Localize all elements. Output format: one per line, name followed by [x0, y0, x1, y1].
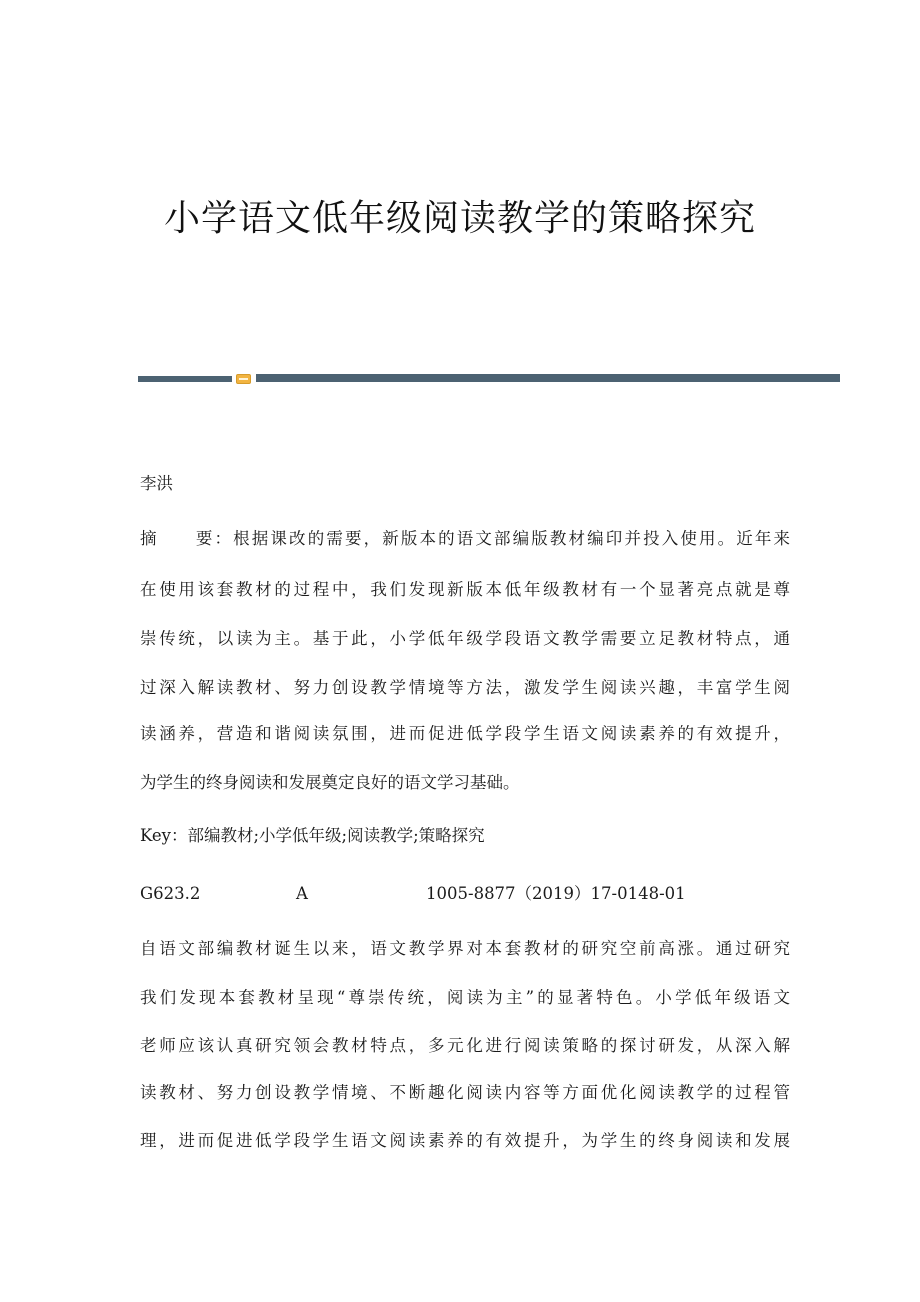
abstract-line: 为学生的终身阅读和发展奠定良好的语文学习基础。 — [140, 773, 520, 792]
document-title: 小学语文低年级阅读教学的策略探究 — [163, 198, 756, 239]
abstract-line: 摘 要：根据课改的需要，新版本的语文部编版教材编印并投入使用。近年来 — [140, 529, 790, 548]
divider-right-segment — [256, 374, 840, 382]
abstract-line: 过深入解读教材、努力创设教学情境等方法，激发学生阅读兴趣，丰富学生阅 — [140, 678, 790, 697]
abstract-line: 读涵养，营造和谐阅读氛围，进而促进低学段学生语文阅读素养的有效提升， — [140, 724, 790, 743]
divider-left-segment — [138, 376, 232, 382]
body-line: 我们发现本套教材呈现“尊崇传统，阅读为主”的显著特色。小学低年级语文 — [140, 988, 790, 1007]
keywords-line: Key：部编教材;小学低年级;阅读教学;策略探究 — [140, 826, 485, 845]
document-code: A — [296, 884, 308, 903]
body-line: 自语文部编教材诞生以来，语文教学界对本套教材的研究空前高涨。通过研究 — [140, 939, 790, 958]
abstract-line: 在使用该套教材的过程中，我们发现新版本低年级教材有一个显著亮点就是尊 — [140, 580, 790, 599]
abstract-line: 崇传统，以读为主。基于此，小学低年级学段语文教学需要立足教材特点，通 — [140, 629, 790, 648]
body-line: 读教材、努力创设教学情境、不断趣化阅读内容等方面优化阅读教学的过程管 — [140, 1083, 790, 1102]
author-name: 李洪 — [140, 474, 173, 493]
title-divider — [138, 374, 840, 384]
divider-mark-icon — [236, 374, 251, 384]
body-line: 理，进而促进低学段学生语文阅读素养的有效提升，为学生的终身阅读和发展 — [140, 1131, 790, 1150]
article-id: 1005-8877（2019）17-0148-01 — [426, 884, 686, 903]
clc-number: G623.2 — [140, 884, 201, 903]
body-line: 老师应该认真研究领会教材特点，多元化进行阅读策略的探讨研发，从深入解 — [140, 1036, 790, 1055]
